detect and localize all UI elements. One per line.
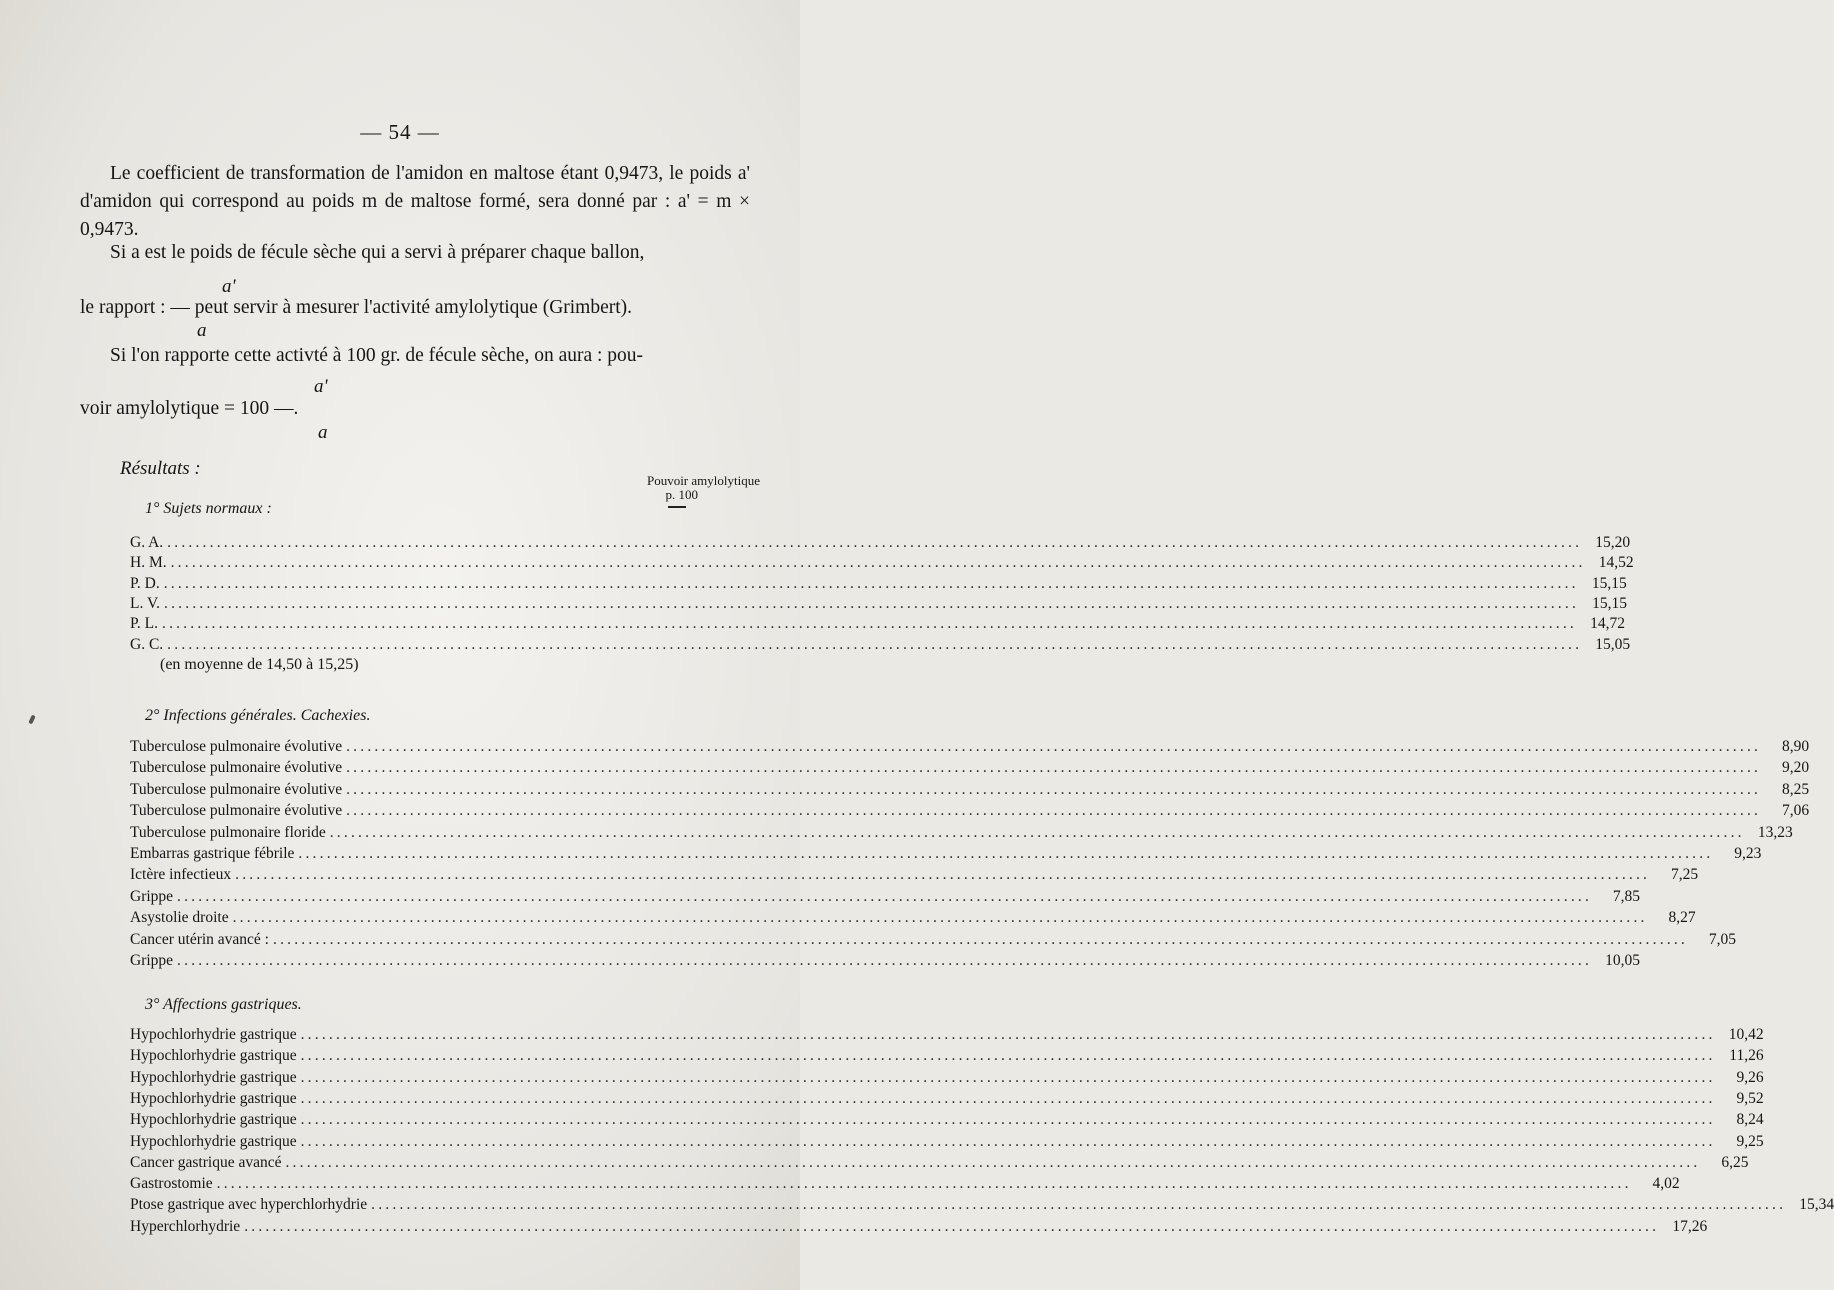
paragraph-rapporte: Si l'on rapporte cette activté à 100 gr. de fécule sèche, on aura : pou- — [110, 345, 644, 366]
table-row — [130, 802, 1810, 822]
dot-leader: ........................................................................................................................................................................................................ — [300, 1068, 1716, 1086]
ratio-line: le rapport : — peut servir à mesurer l'activité amylolytique (Grimbert). — [80, 297, 633, 318]
table-row — [130, 780, 1810, 801]
row-value: 8,27 — [1668, 909, 1696, 927]
dot-leader: ........................................................................................................................................................................................................ — [232, 909, 1648, 927]
table-row — [130, 1068, 1764, 1089]
table-row — [130, 930, 1736, 951]
row-label: Cancer gastrique avancé — [130, 1153, 282, 1171]
row-label: G. C. — [130, 635, 164, 653]
row-label: Grippe — [130, 952, 174, 969]
table-row — [130, 845, 1762, 865]
row-value: 17,26 — [1672, 1217, 1708, 1235]
row-value: 9,23 — [1734, 845, 1762, 862]
paragraph-fecule: Si a est le poids de fécule sèche qui a servi à préparer chaque ballon, — [110, 242, 645, 263]
formula-denominator: a — [318, 422, 328, 443]
row-label: Gastrostomie — [130, 1175, 213, 1193]
dot-leader: ........................................................................................................................................................................................................ — [346, 738, 1762, 755]
row-value: 15,15 — [1592, 594, 1628, 612]
row-label: G. A. — [130, 534, 164, 551]
table-row — [130, 1047, 1764, 1067]
results-heading: Résultats : — [120, 458, 201, 479]
table-row — [130, 574, 1627, 595]
column-header-rule — [668, 506, 686, 508]
dot-leader: ........................................................................................................................................................................................................ — [235, 866, 1651, 884]
row-value: 15,15 — [1591, 574, 1627, 592]
column-header — [600, 474, 760, 508]
dot-leader: ........................................................................................................................................................................................................ — [298, 845, 1714, 862]
dot-leader: ........................................................................................................................................................................................................ — [346, 802, 1762, 820]
dot-leader: ........................................................................................................................................................................................................ — [285, 1153, 1701, 1171]
row-label: Cancer utérin avancé : — [130, 930, 269, 948]
row-label: Hypochlorhydrie gastrique — [130, 1026, 297, 1043]
ratio-denominator: a — [197, 320, 207, 341]
row-value: 4,02 — [1652, 1175, 1680, 1193]
row-value: 15,20 — [1595, 534, 1631, 551]
table-row — [130, 635, 1631, 656]
row-label: P. L. — [130, 615, 158, 633]
row-value: 10,42 — [1728, 1026, 1764, 1043]
dot-leader: ........................................................................................................................................................................................................ — [164, 594, 1580, 612]
formula-numerator: a' — [314, 376, 328, 397]
row-label: Ictère infectieux — [130, 866, 232, 884]
table-row — [130, 1111, 1764, 1131]
table-row — [130, 1132, 1764, 1153]
page-number: — 54 — — [360, 120, 440, 144]
section-title-infections: 2° Infections générales. Cachexies. — [145, 707, 371, 724]
table-row — [130, 1217, 1708, 1238]
row-label: Tuberculose pulmonaire évolutive — [130, 759, 343, 777]
row-value: 6,25 — [1721, 1153, 1749, 1171]
row-value: 15,05 — [1595, 635, 1631, 653]
row-value: 10,05 — [1605, 952, 1641, 969]
dot-leader: ........................................................................................................................................................................................................ — [167, 534, 1583, 551]
row-label: Hypochlorhydrie gastrique — [130, 1068, 297, 1086]
table-row — [130, 759, 1810, 779]
row-label: Tuberculose pulmonaire floride — [130, 823, 326, 841]
dot-leader: ........................................................................................................................................................................................................ — [371, 1196, 1787, 1214]
section-title-normaux: 1° Sujets normaux : — [145, 500, 272, 517]
row-label: H. M. — [130, 554, 167, 572]
row-label: Ptose gastrique avec hyperchlorhydrie — [130, 1196, 368, 1214]
average-note: (en moyenne de 14,50 à 15,25) — [160, 656, 359, 673]
table-row — [130, 1175, 1680, 1195]
row-value: 9,26 — [1736, 1068, 1764, 1086]
formula-line: voir amylolytique = 100 —. — [80, 398, 299, 419]
row-label: Grippe — [130, 887, 174, 905]
row-label: Hypochlorhydrie gastrique — [130, 1111, 297, 1129]
row-value: 7,85 — [1612, 887, 1641, 905]
dot-leader: ........................................................................................................................................................................................................ — [177, 952, 1593, 969]
dot-leader: ........................................................................................................................................................................................................ — [177, 887, 1593, 905]
ink-speck — [28, 715, 35, 725]
dot-leader: ........................................................................................................................................................................................................ — [162, 615, 1577, 633]
row-label: Hypochlorhydrie gastrique — [130, 1089, 297, 1107]
row-label: Tuberculose pulmonaire évolutive — [130, 738, 343, 755]
row-value: 8,24 — [1736, 1111, 1764, 1129]
dot-leader: ........................................................................................................................................................................................................ — [163, 574, 1579, 592]
dot-leader: ........................................................................................................................................................................................................ — [167, 635, 1583, 653]
table-row — [130, 887, 1641, 908]
row-value: 11,26 — [1729, 1047, 1764, 1065]
table-row — [130, 554, 1634, 574]
row-label: Hyperchlorhydrie — [130, 1217, 241, 1235]
row-value: 13,23 — [1757, 823, 1793, 841]
ratio-numerator: a' — [222, 276, 236, 297]
table-row — [130, 909, 1696, 929]
row-value: 8,90 — [1781, 738, 1810, 755]
column-header-line1: Pouvoir amylolytique — [646, 473, 760, 488]
table-row — [130, 1089, 1764, 1110]
row-value: 9,52 — [1736, 1089, 1764, 1107]
column-header-line2: p. 100 — [665, 487, 698, 502]
table-row — [130, 866, 1699, 886]
row-value: 7,05 — [1708, 930, 1736, 948]
dot-leader: ........................................................................................................................................................................................................ — [329, 823, 1745, 841]
row-label: Asystolie droite — [130, 909, 229, 927]
dot-leader: ........................................................................................................................................................................................................ — [300, 1089, 1716, 1107]
table-row — [130, 1153, 1749, 1174]
table-row — [130, 1196, 1834, 1216]
table-row — [130, 1026, 1764, 1046]
table-row — [130, 594, 1628, 615]
row-value: 14,72 — [1590, 615, 1625, 633]
row-value: 14,52 — [1598, 554, 1634, 572]
dot-leader: ........................................................................................................................................................................................................ — [346, 759, 1762, 777]
dot-leader: ........................................................................................................................................................................................................ — [300, 1047, 1716, 1065]
dot-leader: ........................................................................................................................................................................................................ — [244, 1217, 1660, 1235]
paragraph-coefficient: Le coefficient de transformation de l'amidon en maltose étant 0,9473, le poids a' d'amidon qui correspond au poids m de maltose formé, sera donné par : a' = m × 0,9473. — [80, 163, 750, 240]
row-label: Embarras gastrique fébrile — [130, 845, 295, 862]
row-value: 7,25 — [1671, 866, 1699, 884]
table-row — [130, 534, 1631, 554]
section-title-gastriques: 3° Affections gastriques. — [145, 996, 302, 1013]
dot-leader: ........................................................................................................................................................................................................ — [216, 1175, 1632, 1193]
dot-leader: ........................................................................................................................................................................................................ — [300, 1026, 1716, 1043]
dot-leader: ........................................................................................................................................................................................................ — [273, 930, 1688, 948]
row-label: L. V. — [130, 594, 161, 612]
row-value: 8,25 — [1781, 780, 1810, 798]
row-value: 15,34 — [1799, 1196, 1834, 1214]
table-row — [130, 738, 1810, 758]
table-row — [130, 615, 1625, 635]
row-label: Hypochlorhydrie gastrique — [130, 1132, 297, 1150]
row-value: 9,20 — [1781, 759, 1810, 777]
dot-leader: ........................................................................................................................................................................................................ — [346, 780, 1762, 798]
dot-leader: ........................................................................................................................................................................................................ — [300, 1111, 1716, 1129]
dot-leader: ........................................................................................................................................................................................................ — [170, 554, 1586, 572]
dot-leader: ........................................................................................................................................................................................................ — [300, 1132, 1716, 1150]
row-label: P. D. — [130, 574, 160, 592]
table-row — [130, 952, 1641, 972]
row-value: 9,25 — [1736, 1132, 1764, 1150]
row-value: 7,06 — [1781, 802, 1810, 820]
table-row — [130, 823, 1793, 844]
row-label: Hypochlorhydrie gastrique — [130, 1047, 297, 1065]
row-label: Tuberculose pulmonaire évolutive — [130, 802, 343, 820]
row-label: Tuberculose pulmonaire évolutive — [130, 780, 343, 798]
